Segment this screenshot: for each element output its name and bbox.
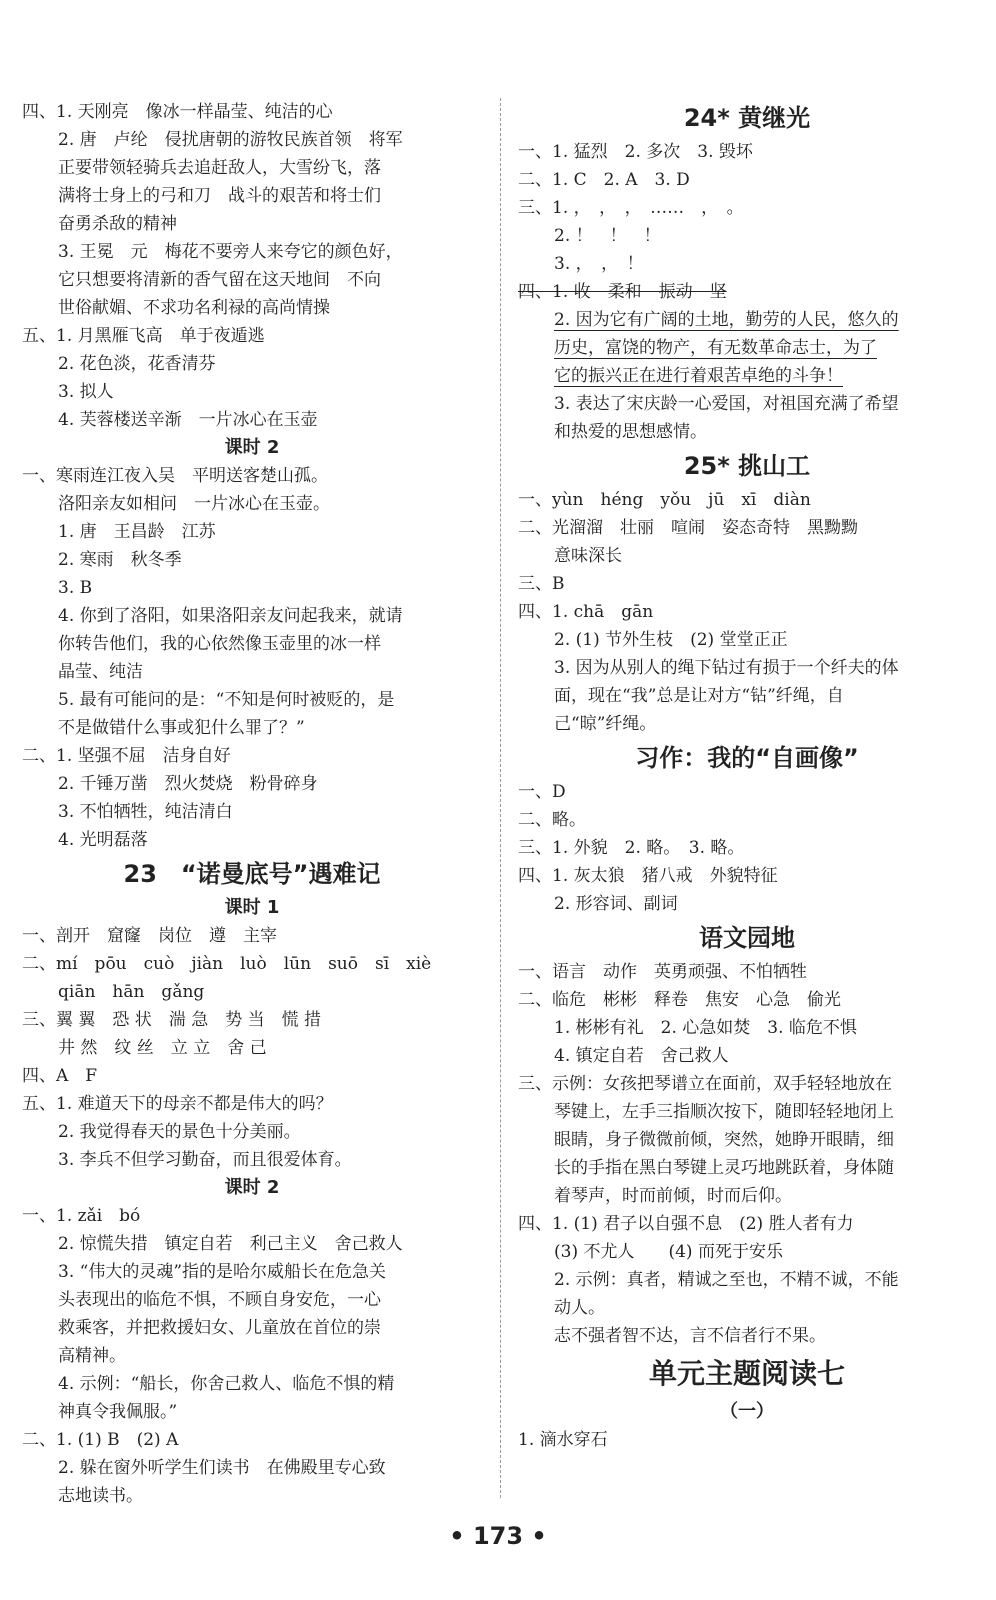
answer-line: 不是做错什么事或犯什么罪了？”	[58, 718, 305, 738]
answer-line: 琴键上，左手三指顺次按下，随即轻轻地闭上	[554, 1102, 894, 1122]
answer-line: 着琴声，时而前倾，时而后仰。	[554, 1186, 792, 1206]
answer-line: 3. 不怕牺牲，纯洁清白	[58, 802, 233, 822]
answer-line: 己“晾”纤绳。	[554, 714, 657, 734]
answer-line: 长的手指在黑白琴键上灵巧地跳跃着，身体随	[554, 1158, 894, 1178]
answer-line: 2. 唐 卢纶 侵扰唐朝的游牧民族首领 将军	[58, 130, 403, 150]
answer-line: 高精神。	[58, 1346, 126, 1366]
answer-line: 二、略。	[518, 810, 586, 830]
section-heading: 课时 2	[224, 437, 280, 458]
answer-line: 世俗献媚、不求功名利禄的高尚情操	[58, 298, 330, 318]
answer-line: 2. 寒雨 秋冬季	[58, 550, 182, 570]
answer-line: 三、翼 翼 恐 状 湍 急 势 当 慌 措	[22, 1010, 322, 1030]
answer-line: qiān hān gǎng	[58, 982, 205, 1002]
answer-line: 四、1. 灰太狼 猪八戒 外貌特征	[518, 866, 778, 886]
answer-line: 2. 形容词、副词	[554, 894, 678, 914]
answer-line: 四、1. chā gān	[518, 602, 654, 622]
answer-line: 3. 王冕 元 梅花不要旁人来夸它的颜色好，	[58, 242, 403, 262]
answer-line: 二、mí pōu cuò jiàn luò lūn suō sī xiè	[22, 954, 432, 974]
answer-line: 洛阳亲友如相问 一片冰心在玉壶。	[58, 494, 330, 514]
answer-line: 2. 惊慌失措 镇定自若 利己主义 舍己救人	[58, 1234, 403, 1254]
answer-line: 五、1. 月黑雁飞高 单于夜遁逃	[22, 326, 265, 346]
answer-line: 三、1. ， ， ， …… ， 。	[518, 198, 744, 218]
answer-line: 5. 最有可能问的是：“不知是何时被贬的，是	[58, 690, 395, 710]
answer-line: 3. 拟人	[58, 382, 114, 402]
answer-line: 满将士身上的弓和刀 战斗的艰苦和将士们	[58, 186, 381, 206]
answer-line: 二、临危 彬彬 释卷 焦安 心急 偷光	[518, 990, 841, 1010]
answer-line: 晶莹、纯洁	[58, 662, 143, 682]
answer-line: 三、示例：女孩把琴谱立在面前，双手轻轻地放在	[518, 1074, 892, 1094]
answer-line: 二、1. 坚强不屈 洁身自好	[22, 746, 231, 766]
answer-line: 2. 示例：真者，精诚之至也，不精不诚，不能	[554, 1270, 899, 1290]
answer-line: 2. 我觉得春天的景色十分美丽。	[58, 1122, 301, 1142]
page-number: • 173 •	[449, 1522, 547, 1550]
answer-line: 1. 滴水穿石	[518, 1430, 608, 1450]
section-heading: 课时 2	[224, 1177, 280, 1198]
answer-line: 一、yùn héng yǒu jū xī diàn	[518, 490, 811, 510]
answer-line: 4. 镇定自若 舍己救人	[554, 1046, 729, 1066]
answer-line: 2. 花色淡，花香清芬	[58, 354, 216, 374]
answer-line: 4. 芙蓉楼送辛渐 一片冰心在玉壶	[58, 410, 318, 430]
answer-line: 它的振兴正在进行着艰苦卓绝的斗争！	[554, 366, 843, 386]
answer-line: 你转告他们，我的心依然像玉壶里的冰一样	[58, 634, 381, 654]
answer-line: 它只想要将清新的香气留在这天地间 不向	[58, 270, 381, 290]
section-heading: 25* 挑山工	[683, 452, 811, 480]
answer-line: 奋勇杀敌的精神	[58, 214, 177, 234]
section-heading: 语文园地	[699, 924, 795, 952]
answer-line: 二、1. (1) B (2) A	[22, 1430, 179, 1450]
answer-line: 四、1. 天刚亮 像冰一样晶莹、纯洁的心	[22, 102, 333, 122]
answer-line: 二、光溜溜 壮丽 喧闹 姿态奇特 黑黝黝	[518, 518, 858, 538]
answer-line: 历史，富饶的物产，有无数革命志士，为了	[554, 338, 877, 358]
answer-line: 一、剖开 窟窿 岗位 遵 主宰	[22, 926, 277, 946]
section-heading: 单元主题阅读七	[648, 1357, 845, 1390]
right-column	[518, 98, 976, 1454]
answer-line: 头表现出的临危不惧，不顾自身安危，一心	[58, 1290, 381, 1310]
answer-line: 神真令我佩服。”	[58, 1402, 178, 1422]
answer-line: 井 然 纹 丝 立 立 舍 己	[58, 1038, 267, 1058]
answer-line: 四、A F	[22, 1066, 98, 1086]
left-column	[22, 98, 482, 1510]
answer-line: 1. 唐 王昌龄 江苏	[58, 522, 216, 542]
answer-line: 三、B	[518, 574, 565, 594]
answer-line: 3. “伟大的灵魂”指的是哈尔威船长在危急关	[58, 1262, 387, 1282]
answer-line: 3. 表达了宋庆龄一心爱国，对祖国充满了希望	[554, 394, 899, 414]
answer-line: 1. 彬彬有礼 2. 心急如焚 3. 临危不惧	[554, 1018, 857, 1038]
answer-line: 四、1. (1) 君子以自强不息 (2) 胜人者有力	[518, 1214, 854, 1234]
answer-line: 救乘客，并把救援妇女、儿童放在首位的崇	[58, 1318, 381, 1338]
answer-line: 和热爱的思想感情。	[554, 422, 707, 442]
answer-line: 2. 因为它有广阔的土地，勤劳的人民，悠久的	[554, 310, 899, 330]
answer-line: 四、1. 收 柔和 振动 坚	[518, 282, 727, 302]
answer-line: 一、1. zǎi bó	[22, 1206, 141, 1226]
section-heading: 习作：我的“自画像”	[635, 744, 859, 772]
section-heading: 23 “诺曼底号”遇难记	[123, 860, 381, 888]
answer-line: 二、1. C 2. A 3. D	[518, 170, 690, 190]
answer-line: 3. 因为从别人的绳下钻过有损于一个纤夫的体	[554, 658, 899, 678]
answer-line: 一、寒雨连江夜入吴 平明送客楚山孤。	[22, 466, 328, 486]
section-heading: 课时 1	[224, 897, 280, 918]
section-heading: 24* 黄继光	[683, 104, 811, 132]
answer-line: 五、1. 难道天下的母亲不都是伟大的吗？	[22, 1094, 333, 1114]
answer-line: 3. B	[58, 578, 93, 598]
answer-line: 一、1. 猛烈 2. 多次 3. 毁坏	[518, 142, 753, 162]
answer-line: 3. ， ， ！	[554, 254, 644, 274]
column-divider	[500, 98, 501, 1498]
answer-line: 意味深长	[554, 546, 622, 566]
answer-line: 2. 千锤万凿 烈火焚烧 粉骨碎身	[58, 774, 318, 794]
answer-line: 4. 光明磊落	[58, 830, 148, 850]
answer-line: 一、D	[518, 782, 566, 802]
answer-line: 2. ！ ！ ！	[554, 226, 661, 246]
answer-line: 一、语言 动作 英勇顽强、不怕牺牲	[518, 962, 807, 982]
answer-line: 面，现在“我”总是让对方“钻”纤绳，自	[554, 686, 844, 706]
answer-line: 3. 李兵不但学习勤奋，而且很爱体育。	[58, 1150, 352, 1170]
answer-line: 三、1. 外貌 2. 略。 3. 略。	[518, 838, 745, 858]
answer-line: (3) 不尤人 (4) 而死于安乐	[554, 1242, 783, 1262]
answer-line: 2. 躲在窗外听学生们读书 在佛殿里专心致	[58, 1458, 386, 1478]
answer-line: 2. (1) 节外生枝 (2) 堂堂正正	[554, 630, 788, 650]
answer-line: 志地读书。	[58, 1486, 143, 1506]
answer-line: 4. 你到了洛阳，如果洛阳亲友问起我来，就请	[58, 606, 403, 626]
section-heading: （一）	[720, 1401, 774, 1422]
answer-line: 志不强者智不达，言不信者行不果。	[554, 1326, 826, 1346]
answer-line: 眼睛，身子微微前倾，突然，她睁开眼睛，细	[554, 1130, 894, 1150]
answer-line: 正要带领轻骑兵去追赶敌人，大雪纷飞，落	[58, 158, 381, 178]
answer-line: 4. 示例：“船长，你舍己救人、临危不惧的精	[58, 1374, 395, 1394]
answer-line: 动人。	[554, 1298, 605, 1318]
